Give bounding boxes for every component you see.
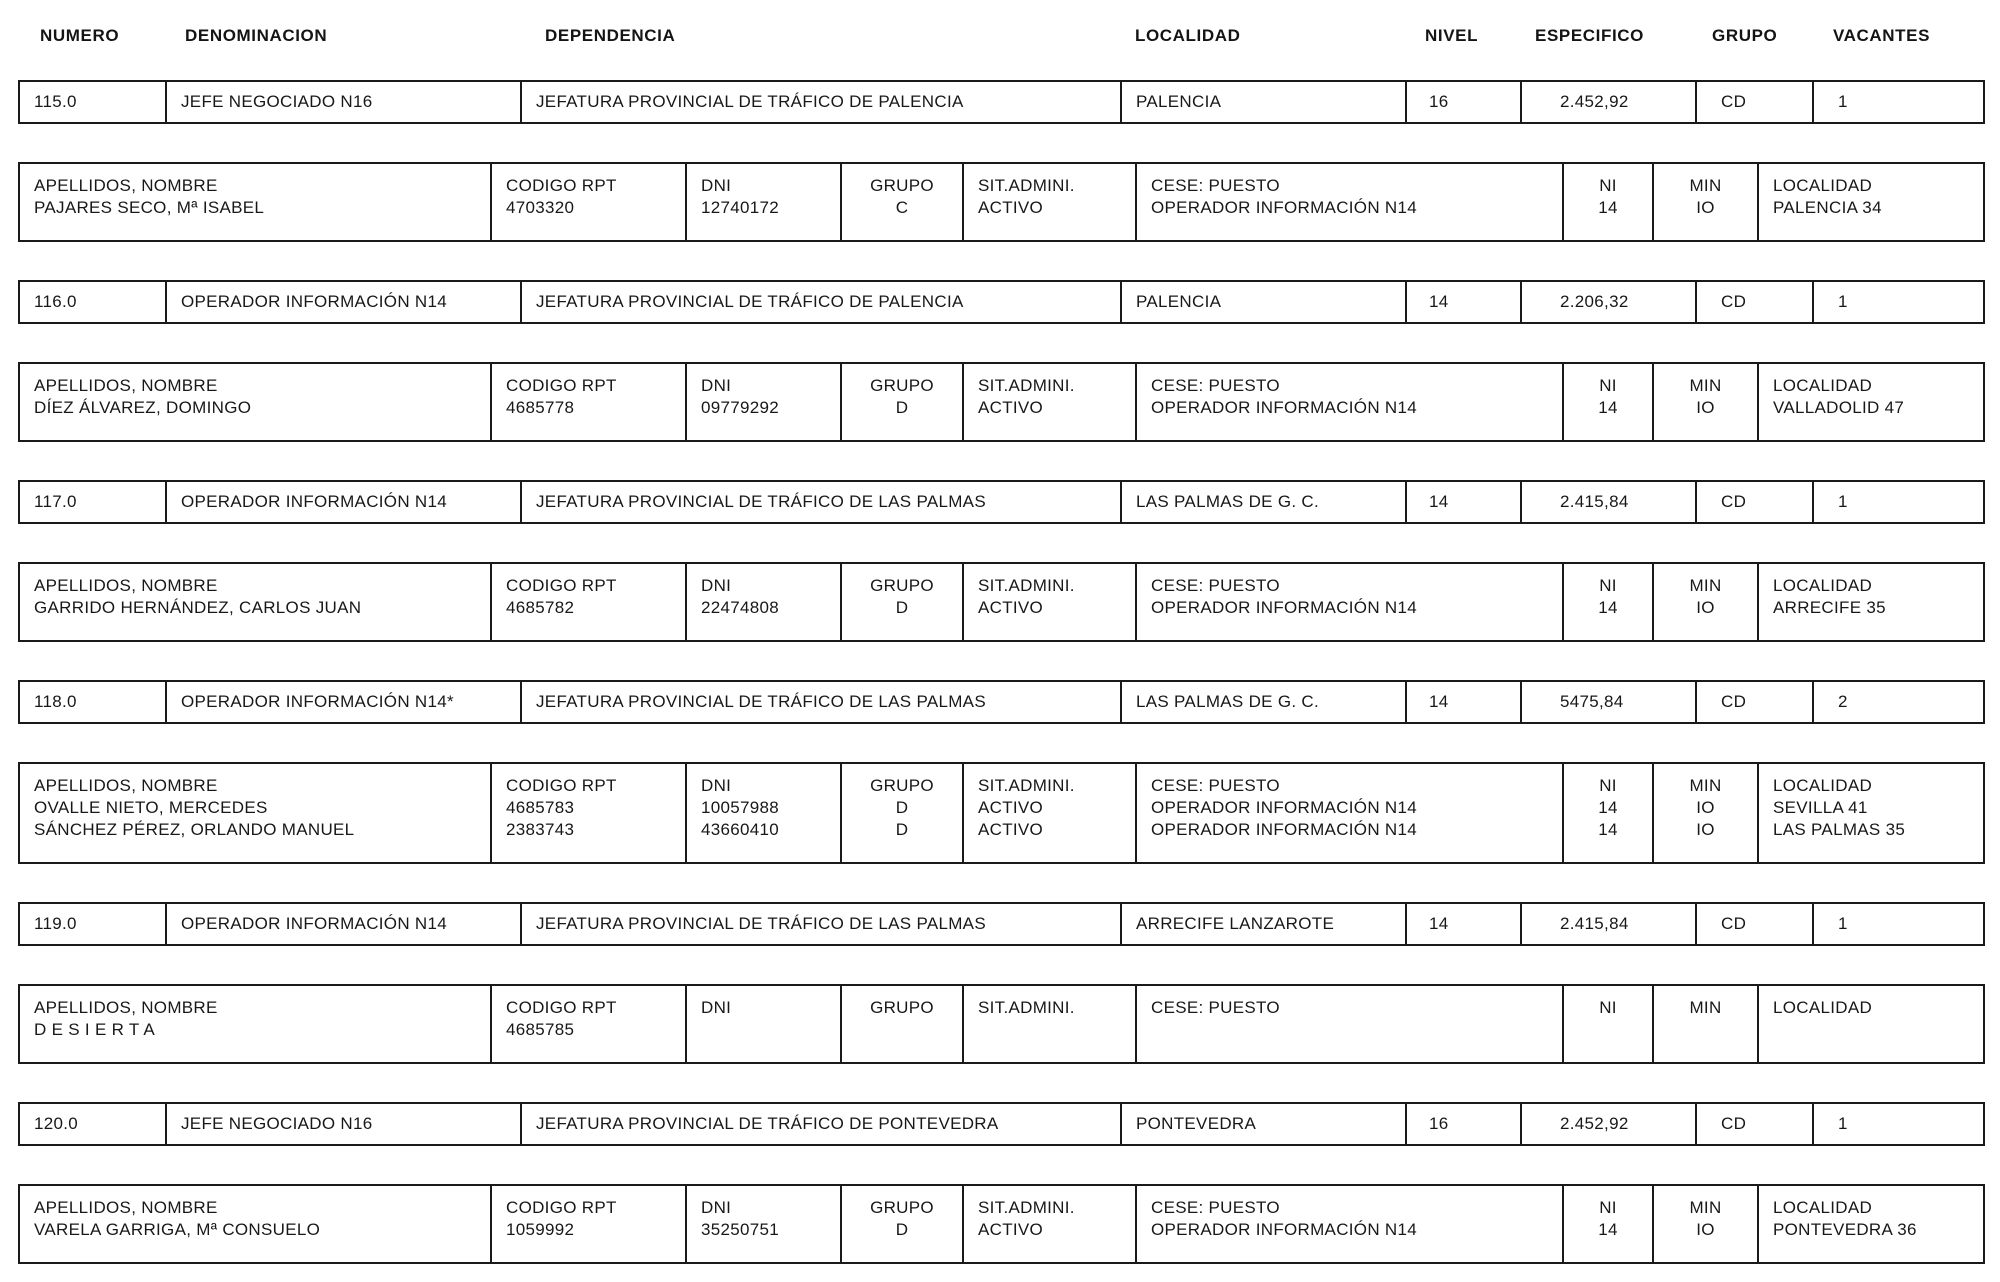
person-dni-cell bbox=[687, 364, 842, 440]
person-dni-label: DNI bbox=[701, 576, 732, 595]
person-dni-value: 09779292 bbox=[701, 398, 780, 417]
position-specific: 2.415,84 bbox=[1522, 904, 1697, 944]
position-number: 117.0 bbox=[20, 482, 167, 522]
person-localidad-cell bbox=[1759, 164, 1987, 240]
position-vacancies: 1 bbox=[1838, 492, 1848, 511]
position-denomination: OPERADOR INFORMACIÓN N14 bbox=[167, 904, 522, 944]
person-min-cell bbox=[1654, 364, 1759, 440]
person-min-value: IO bbox=[1696, 198, 1715, 217]
position-row bbox=[18, 1102, 1985, 1146]
person-row bbox=[18, 162, 1985, 242]
person-name-label: APELLIDOS, NOMBRE bbox=[34, 576, 218, 595]
person-cese-label: CESE: PUESTO bbox=[1151, 376, 1280, 395]
person-sit-value: ACTIVO bbox=[978, 1220, 1044, 1239]
person-min-label: MIN bbox=[1689, 776, 1722, 795]
person-localidad-label: LOCALIDAD bbox=[1773, 998, 1873, 1017]
person-dni-label: DNI bbox=[701, 998, 732, 1017]
person-codigo-value: 1059992 bbox=[506, 1220, 575, 1239]
person-cese-cell bbox=[1137, 1186, 1564, 1262]
person-name-value: DÍEZ ÁLVAREZ, DOMINGO bbox=[34, 398, 252, 417]
person-row bbox=[18, 762, 1985, 864]
position-vacancies: 1 bbox=[1838, 292, 1848, 311]
person-min-value: IO bbox=[1696, 398, 1715, 417]
person-localidad-value bbox=[1773, 1019, 1979, 1041]
person-ni-label: NI bbox=[1599, 376, 1617, 395]
position-locality: LAS PALMAS DE G. C. bbox=[1122, 482, 1407, 522]
position-dependency: JEFATURA PROVINCIAL DE TRÁFICO DE PONTEVEDRA bbox=[522, 1104, 1122, 1144]
person-ni-label: NI bbox=[1599, 576, 1617, 595]
column-header-grupo: GRUPO bbox=[1712, 26, 1778, 45]
person-cese-value: OPERADOR INFORMACIÓN N14 bbox=[1151, 820, 1418, 839]
person-name-cell bbox=[20, 764, 492, 862]
position-group: CD bbox=[1697, 682, 1814, 722]
person-codigo-label: CODIGO RPT bbox=[506, 376, 617, 395]
person-codigo-cell bbox=[492, 364, 687, 440]
person-localidad-value: SEVILLA 41 bbox=[1773, 798, 1868, 817]
person-ni-cell bbox=[1564, 164, 1654, 240]
person-ni-cell bbox=[1564, 564, 1654, 640]
position-level: 16 bbox=[1407, 82, 1522, 122]
person-dni-cell bbox=[687, 564, 842, 640]
position-row bbox=[18, 80, 1985, 124]
person-min-value: IO bbox=[1696, 820, 1715, 839]
person-cese-label: CESE: PUESTO bbox=[1151, 576, 1280, 595]
position-group: CD bbox=[1697, 482, 1814, 522]
person-min-cell bbox=[1654, 564, 1759, 640]
person-dni-value: 43660410 bbox=[701, 820, 780, 839]
column-header-especifico: ESPECIFICO bbox=[1535, 26, 1644, 45]
person-dni-cell bbox=[687, 164, 842, 240]
person-name-label: APELLIDOS, NOMBRE bbox=[34, 998, 218, 1017]
position-denomination: JEFE NEGOCIADO N16 bbox=[167, 82, 522, 122]
person-localidad-label: LOCALIDAD bbox=[1773, 376, 1873, 395]
person-localidad-cell bbox=[1759, 1186, 1987, 1262]
position-dependency: JEFATURA PROVINCIAL DE TRÁFICO DE LAS PALMAS bbox=[522, 682, 1122, 722]
person-grupo-label: GRUPO bbox=[870, 1198, 934, 1217]
person-sit-value: ACTIVO bbox=[978, 598, 1044, 617]
person-sit-cell bbox=[964, 764, 1137, 862]
person-name-value: SÁNCHEZ PÉREZ, ORLANDO MANUEL bbox=[34, 820, 355, 839]
position-group: CD bbox=[1697, 904, 1814, 944]
position-denomination: OPERADOR INFORMACIÓN N14 bbox=[167, 282, 522, 322]
person-min-value: IO bbox=[1696, 598, 1715, 617]
column-header-vacantes: VACANTES bbox=[1833, 26, 1931, 45]
person-ni-cell bbox=[1564, 1186, 1654, 1262]
person-ni-cell bbox=[1564, 364, 1654, 440]
position-level: 14 bbox=[1407, 482, 1522, 522]
person-grupo-label: GRUPO bbox=[870, 376, 934, 395]
position-level: 14 bbox=[1407, 282, 1522, 322]
person-grupo-label: GRUPO bbox=[870, 776, 934, 795]
person-grupo-value: C bbox=[895, 198, 909, 217]
column-headers bbox=[0, 0, 2000, 46]
person-grupo-value: D bbox=[895, 820, 909, 839]
column-header-dependencia: DEPENDENCIA bbox=[545, 26, 676, 45]
person-sit-cell bbox=[964, 986, 1137, 1062]
person-min-label: MIN bbox=[1689, 176, 1722, 195]
person-name-label: APELLIDOS, NOMBRE bbox=[34, 376, 218, 395]
person-sit-label: SIT.ADMINI. bbox=[978, 776, 1075, 795]
person-grupo-value: D bbox=[895, 798, 909, 817]
person-name-value: PAJARES SECO, Mª ISABEL bbox=[34, 198, 265, 217]
person-codigo-value: 4685778 bbox=[506, 398, 575, 417]
person-grupo-label: GRUPO bbox=[870, 998, 934, 1017]
person-codigo-cell bbox=[492, 764, 687, 862]
position-row bbox=[18, 680, 1985, 724]
person-codigo-label: CODIGO RPT bbox=[506, 998, 617, 1017]
person-cese-value: OPERADOR INFORMACIÓN N14 bbox=[1151, 598, 1418, 617]
person-min-label: MIN bbox=[1689, 576, 1722, 595]
person-sit-value: ACTIVO bbox=[978, 398, 1044, 417]
person-codigo-cell bbox=[492, 564, 687, 640]
person-grupo-label: GRUPO bbox=[870, 176, 934, 195]
person-name-label: APELLIDOS, NOMBRE bbox=[34, 776, 218, 795]
person-row bbox=[18, 362, 1985, 442]
position-level: 14 bbox=[1407, 682, 1522, 722]
person-cese-label: CESE: PUESTO bbox=[1151, 176, 1280, 195]
person-grupo-value: D bbox=[895, 1220, 909, 1239]
position-level: 16 bbox=[1407, 1104, 1522, 1144]
person-ni-label: NI bbox=[1599, 176, 1617, 195]
person-name-value: OVALLE NIETO, MERCEDES bbox=[34, 798, 268, 817]
person-codigo-label: CODIGO RPT bbox=[506, 576, 617, 595]
person-ni-label: NI bbox=[1599, 998, 1617, 1017]
person-dni-value: 22474808 bbox=[701, 598, 780, 617]
position-number: 120.0 bbox=[20, 1104, 167, 1144]
person-sit-label: SIT.ADMINI. bbox=[978, 1198, 1075, 1217]
person-min-value: IO bbox=[1696, 798, 1715, 817]
position-vacancies: 1 bbox=[1838, 92, 1848, 111]
person-sit-label: SIT.ADMINI. bbox=[978, 376, 1075, 395]
position-group: CD bbox=[1697, 282, 1814, 322]
person-min-label: MIN bbox=[1689, 1198, 1722, 1217]
person-grupo-label: GRUPO bbox=[870, 576, 934, 595]
person-codigo-cell bbox=[492, 986, 687, 1062]
person-sit-value bbox=[978, 1019, 1127, 1041]
person-localidad-label: LOCALIDAD bbox=[1773, 176, 1873, 195]
position-group: CD bbox=[1697, 82, 1814, 122]
person-ni-value: 14 bbox=[1598, 198, 1618, 217]
position-dependency: JEFATURA PROVINCIAL DE TRÁFICO DE LAS PALMAS bbox=[522, 482, 1122, 522]
person-sit-label: SIT.ADMINI. bbox=[978, 576, 1075, 595]
person-cese-cell bbox=[1137, 364, 1564, 440]
person-ni-value: 14 bbox=[1598, 598, 1618, 617]
position-denomination: OPERADOR INFORMACIÓN N14 bbox=[167, 482, 522, 522]
person-cese-cell bbox=[1137, 164, 1564, 240]
person-dni-label: DNI bbox=[701, 1198, 732, 1217]
position-locality: PONTEVEDRA bbox=[1122, 1104, 1407, 1144]
person-dni-label: DNI bbox=[701, 776, 732, 795]
position-locality: PALENCIA bbox=[1122, 282, 1407, 322]
person-localidad-label: LOCALIDAD bbox=[1773, 576, 1873, 595]
person-sit-label: SIT.ADMINI. bbox=[978, 176, 1075, 195]
person-sit-cell bbox=[964, 364, 1137, 440]
position-dependency: JEFATURA PROVINCIAL DE TRÁFICO DE PALENCIA bbox=[522, 82, 1122, 122]
position-denomination: OPERADOR INFORMACIÓN N14* bbox=[167, 682, 522, 722]
person-localidad-cell bbox=[1759, 764, 1987, 862]
person-cese-label: CESE: PUESTO bbox=[1151, 1198, 1280, 1217]
person-row bbox=[18, 1184, 1985, 1264]
position-locality: LAS PALMAS DE G. C. bbox=[1122, 682, 1407, 722]
position-number: 119.0 bbox=[20, 904, 167, 944]
person-cese-value: OPERADOR INFORMACIÓN N14 bbox=[1151, 398, 1418, 417]
person-cese-value bbox=[1151, 1019, 1554, 1041]
person-name-cell bbox=[20, 986, 492, 1062]
person-min-cell bbox=[1654, 986, 1759, 1062]
position-specific: 5475,84 bbox=[1522, 682, 1697, 722]
person-codigo-label: CODIGO RPT bbox=[506, 1198, 617, 1217]
position-row bbox=[18, 902, 1985, 946]
person-dni-cell bbox=[687, 1186, 842, 1262]
person-sit-cell bbox=[964, 1186, 1137, 1262]
person-ni-cell bbox=[1564, 986, 1654, 1062]
person-min-value bbox=[1658, 1019, 1753, 1041]
person-min-value: IO bbox=[1696, 1220, 1715, 1239]
position-row bbox=[18, 480, 1985, 524]
person-dni-value: 12740172 bbox=[701, 198, 780, 217]
person-sit-cell bbox=[964, 164, 1137, 240]
person-grupo-value: D bbox=[895, 598, 909, 617]
person-sit-cell bbox=[964, 564, 1137, 640]
person-codigo-cell bbox=[492, 1186, 687, 1262]
column-header-denominacion: DENOMINACION bbox=[185, 26, 328, 45]
position-locality: PALENCIA bbox=[1122, 82, 1407, 122]
person-codigo-value: 4685782 bbox=[506, 598, 575, 617]
person-min-cell bbox=[1654, 1186, 1759, 1262]
position-dependency: JEFATURA PROVINCIAL DE TRÁFICO DE LAS PALMAS bbox=[522, 904, 1122, 944]
position-vacancies: 1 bbox=[1838, 914, 1848, 933]
position-level: 14 bbox=[1407, 904, 1522, 944]
person-localidad-value: ARRECIFE 35 bbox=[1773, 598, 1886, 617]
person-grupo-cell bbox=[842, 164, 964, 240]
person-min-label: MIN bbox=[1689, 998, 1722, 1017]
person-ni-value: 14 bbox=[1598, 820, 1618, 839]
person-dni-value bbox=[701, 1019, 832, 1041]
person-cese-value: OPERADOR INFORMACIÓN N14 bbox=[1151, 1220, 1418, 1239]
position-vacancies: 1 bbox=[1838, 1114, 1848, 1133]
person-sit-value: ACTIVO bbox=[978, 798, 1044, 817]
person-name-cell bbox=[20, 1186, 492, 1262]
person-cese-value: OPERADOR INFORMACIÓN N14 bbox=[1151, 798, 1418, 817]
person-codigo-value: 4685785 bbox=[506, 1020, 575, 1039]
person-localidad-value: VALLADOLID 47 bbox=[1773, 398, 1905, 417]
position-number: 116.0 bbox=[20, 282, 167, 322]
person-name-value: D E S I E R T A bbox=[34, 1020, 156, 1039]
position-vacancies: 2 bbox=[1838, 692, 1848, 711]
person-codigo-value: 4685783 bbox=[506, 798, 575, 817]
records-list bbox=[0, 80, 2000, 1264]
person-name-cell bbox=[20, 564, 492, 640]
person-localidad-label: LOCALIDAD bbox=[1773, 1198, 1873, 1217]
person-codigo-value: 4703320 bbox=[506, 198, 575, 217]
position-row bbox=[18, 280, 1985, 324]
position-denomination: JEFE NEGOCIADO N16 bbox=[167, 1104, 522, 1144]
person-ni-value: 14 bbox=[1598, 1220, 1618, 1239]
person-name-value: VARELA GARRIGA, Mª CONSUELO bbox=[34, 1220, 321, 1239]
person-cese-cell bbox=[1137, 564, 1564, 640]
person-grupo-value bbox=[846, 1019, 958, 1041]
person-codigo-cell bbox=[492, 164, 687, 240]
person-min-label: MIN bbox=[1689, 376, 1722, 395]
position-number: 115.0 bbox=[20, 82, 167, 122]
person-min-cell bbox=[1654, 164, 1759, 240]
person-ni-label: NI bbox=[1599, 1198, 1617, 1217]
person-dni-value: 35250751 bbox=[701, 1220, 780, 1239]
person-localidad-value: PONTEVEDRA 36 bbox=[1773, 1220, 1917, 1239]
person-grupo-cell bbox=[842, 1186, 964, 1262]
person-dni-label: DNI bbox=[701, 376, 732, 395]
person-sit-value: ACTIVO bbox=[978, 820, 1044, 839]
person-dni-cell bbox=[687, 986, 842, 1062]
column-header-numero: NUMERO bbox=[40, 26, 120, 45]
person-cese-cell bbox=[1137, 986, 1564, 1062]
person-ni-label: NI bbox=[1599, 776, 1617, 795]
person-name-cell bbox=[20, 364, 492, 440]
person-name-value: GARRIDO HERNÁNDEZ, CARLOS JUAN bbox=[34, 598, 362, 617]
position-locality: ARRECIFE LANZAROTE bbox=[1122, 904, 1407, 944]
person-ni-value: 14 bbox=[1598, 798, 1618, 817]
position-dependency: JEFATURA PROVINCIAL DE TRÁFICO DE PALENCIA bbox=[522, 282, 1122, 322]
person-localidad-cell bbox=[1759, 564, 1987, 640]
person-row bbox=[18, 984, 1985, 1064]
column-header-nivel: NIVEL bbox=[1425, 26, 1479, 45]
person-ni-value bbox=[1568, 1019, 1648, 1041]
person-dni-value: 10057988 bbox=[701, 798, 780, 817]
person-codigo-value: 2383743 bbox=[506, 820, 575, 839]
position-specific: 2.415,84 bbox=[1522, 482, 1697, 522]
person-cese-cell bbox=[1137, 764, 1564, 862]
person-ni-cell bbox=[1564, 764, 1654, 862]
person-localidad-label: LOCALIDAD bbox=[1773, 776, 1873, 795]
person-dni-cell bbox=[687, 764, 842, 862]
person-grupo-cell bbox=[842, 764, 964, 862]
position-number: 118.0 bbox=[20, 682, 167, 722]
person-sit-label: SIT.ADMINI. bbox=[978, 998, 1075, 1017]
person-ni-value: 14 bbox=[1598, 398, 1618, 417]
person-localidad-value: PALENCIA 34 bbox=[1773, 198, 1882, 217]
person-localidad-cell bbox=[1759, 986, 1987, 1062]
person-row bbox=[18, 562, 1985, 642]
person-dni-label: DNI bbox=[701, 176, 732, 195]
person-grupo-cell bbox=[842, 986, 964, 1062]
column-header-localidad: LOCALIDAD bbox=[1135, 26, 1241, 45]
person-min-cell bbox=[1654, 764, 1759, 862]
person-localidad-cell bbox=[1759, 364, 1987, 440]
person-codigo-label: CODIGO RPT bbox=[506, 176, 617, 195]
person-name-label: APELLIDOS, NOMBRE bbox=[34, 1198, 218, 1217]
person-name-label: APELLIDOS, NOMBRE bbox=[34, 176, 218, 195]
person-codigo-label: CODIGO RPT bbox=[506, 776, 617, 795]
person-cese-label: CESE: PUESTO bbox=[1151, 776, 1280, 795]
person-sit-value: ACTIVO bbox=[978, 198, 1044, 217]
position-specific: 2.206,32 bbox=[1522, 282, 1697, 322]
person-name-cell bbox=[20, 164, 492, 240]
position-group: CD bbox=[1697, 1104, 1814, 1144]
position-specific: 2.452,92 bbox=[1522, 1104, 1697, 1144]
person-grupo-cell bbox=[842, 364, 964, 440]
position-specific: 2.452,92 bbox=[1522, 82, 1697, 122]
person-grupo-cell bbox=[842, 564, 964, 640]
person-localidad-value: LAS PALMAS 35 bbox=[1773, 820, 1906, 839]
person-cese-label: CESE: PUESTO bbox=[1151, 998, 1280, 1017]
person-grupo-value: D bbox=[895, 398, 909, 417]
person-cese-value: OPERADOR INFORMACIÓN N14 bbox=[1151, 198, 1418, 217]
